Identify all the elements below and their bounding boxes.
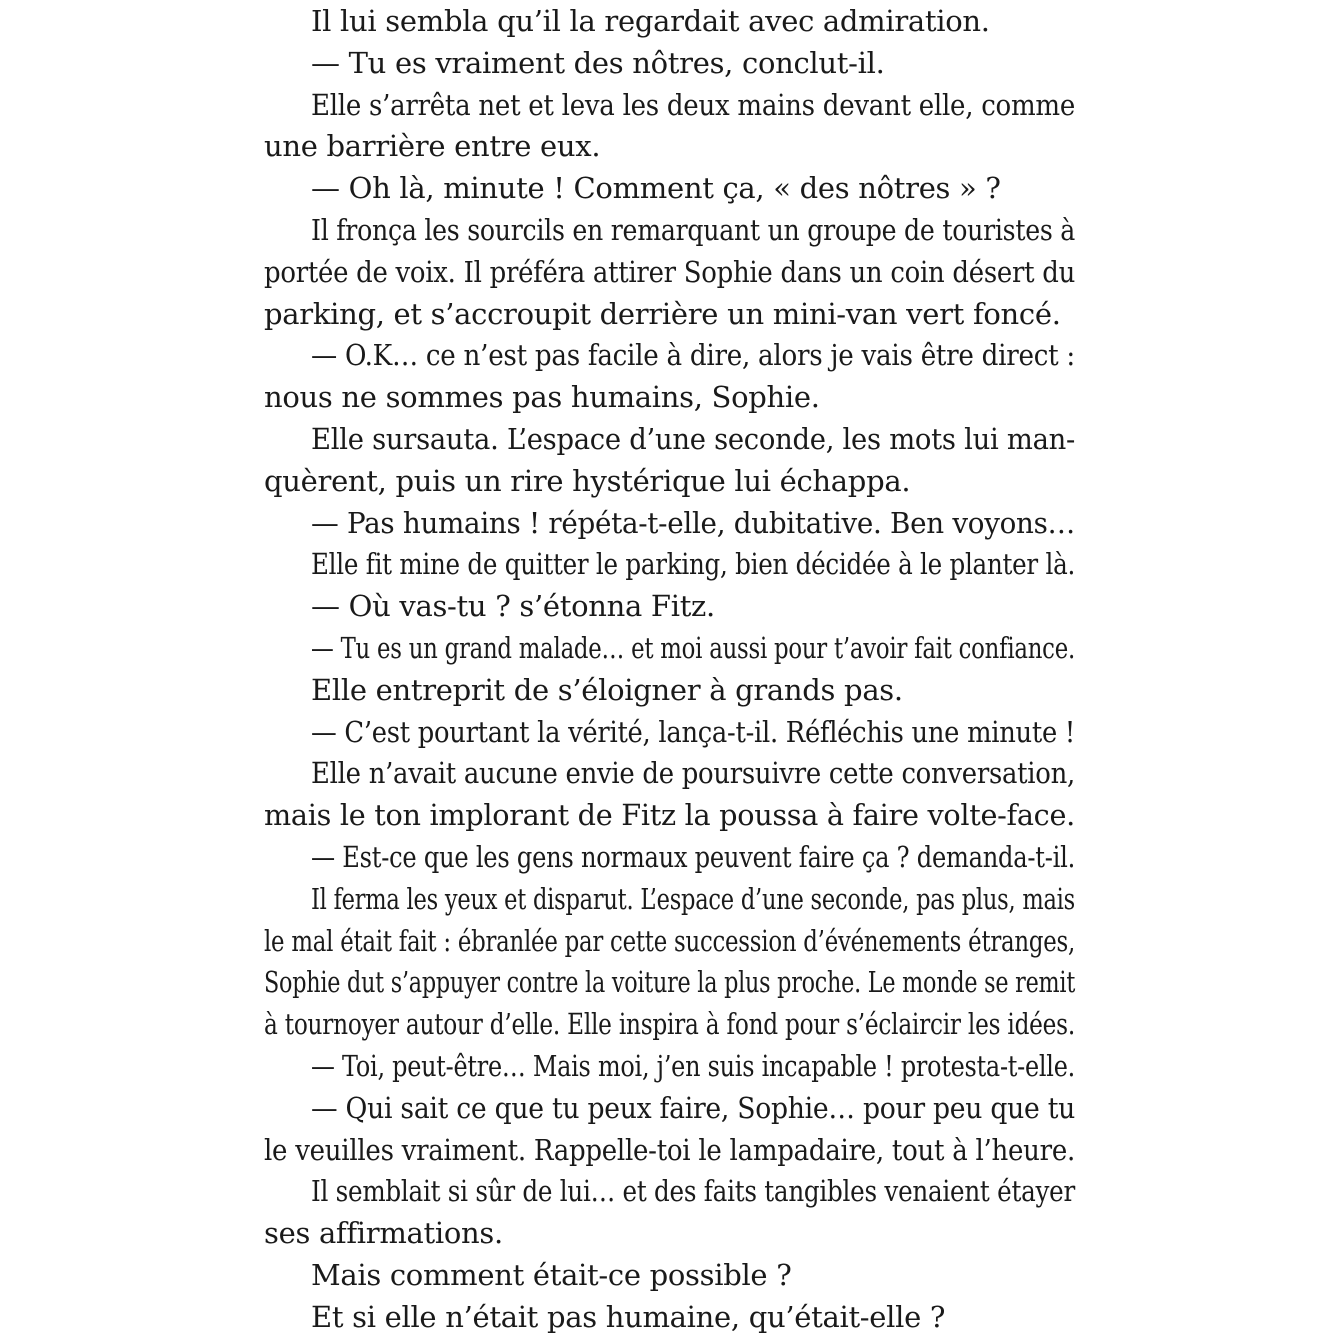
text-line: — Toi, peut-être… Mais moi, j’en suis incapable ! protesta-t-elle.	[311, 1048, 1075, 1083]
text-line: — Oh là, minute ! Comment ça, « des nôtres » ?	[311, 171, 1001, 206]
text-line: le veuilles vraiment. Rappelle-toi le lampadaire, tout à l’heure.	[264, 1132, 1075, 1167]
text-line: Mais comment était-ce possible ?	[311, 1257, 792, 1292]
text-line: Elle n’avait aucune envie de poursuivre cette conversation,	[311, 756, 1075, 791]
text-line: — Tu es vraiment des nôtres, conclut-il.	[311, 45, 885, 80]
text-line: Elle fit mine de quitter le parking, bien décidée à le planter là.	[311, 547, 1076, 582]
text-line: — Est-ce que les gens normaux peuvent faire ça ? demanda-t-il.	[311, 839, 1076, 874]
text-line: Il fronça les sourcils en remarquant un groupe de touristes à	[311, 212, 1076, 247]
book-page-text	[264, 1, 1075, 1339]
text-line: — Qui sait ce que tu peux faire, Sophie… pour peu que tu	[311, 1090, 1076, 1125]
text-line: Il ferma les yeux et disparut. L’espace d’une seconde, pas plus, mais	[311, 881, 1075, 916]
text-line: — Où vas-tu ? s’étonna Fitz.	[311, 589, 715, 624]
text-line: — Tu es un grand malade… et moi aussi pour t’avoir fait confiance.	[311, 630, 1075, 665]
text-line: portée de voix. Il préféra attirer Sophie dans un coin désert du	[264, 254, 1076, 289]
text-line: Sophie dut s’appuyer contre la voiture la plus proche. Le monde se remit	[264, 965, 1076, 1000]
text-line: le mal était fait : ébranlée par cette succession d’événements étranges,	[264, 923, 1076, 958]
text-line: mais le ton implorant de Fitz la poussa à faire volte-face.	[264, 798, 1075, 833]
text-line: Il semblait si sûr de lui… et des faits tangibles venaient étayer	[311, 1174, 1075, 1209]
text-line: une barrière entre eux.	[264, 129, 601, 164]
text-line: Elle s’arrêta net et leva les deux mains devant elle, comme	[311, 87, 1075, 122]
text-line: Elle entreprit de s’éloigner à grands pas.	[311, 672, 903, 707]
text-line: ses affirmations.	[264, 1216, 503, 1251]
text-line: — C’est pourtant la vérité, lança-t-il. Réfléchis une minute !	[311, 714, 1075, 749]
text-line: — Pas humains ! répéta-t-elle, dubitative. Ben voyons…	[311, 505, 1076, 540]
text-line: Et si elle n’était pas humaine, qu’était-elle ?	[311, 1299, 946, 1334]
text-line: — O.K… ce n’est pas facile à dire, alors je vais être direct :	[311, 338, 1075, 373]
text-line: à tournoyer autour d’elle. Elle inspira à fond pour s’éclaircir les idées.	[264, 1007, 1075, 1042]
text-line: quèrent, puis un rire hystérique lui échappa.	[264, 463, 911, 498]
text-line: nous ne sommes pas humains, Sophie.	[264, 380, 820, 415]
text-line: Il lui sembla qu’il la regardait avec admiration.	[311, 4, 990, 38]
text-line: parking, et s’accroupit derrière un mini-van vert foncé.	[264, 296, 1061, 331]
text-line: Elle sursauta. L’espace d’une seconde, les mots lui man-	[311, 421, 1076, 456]
